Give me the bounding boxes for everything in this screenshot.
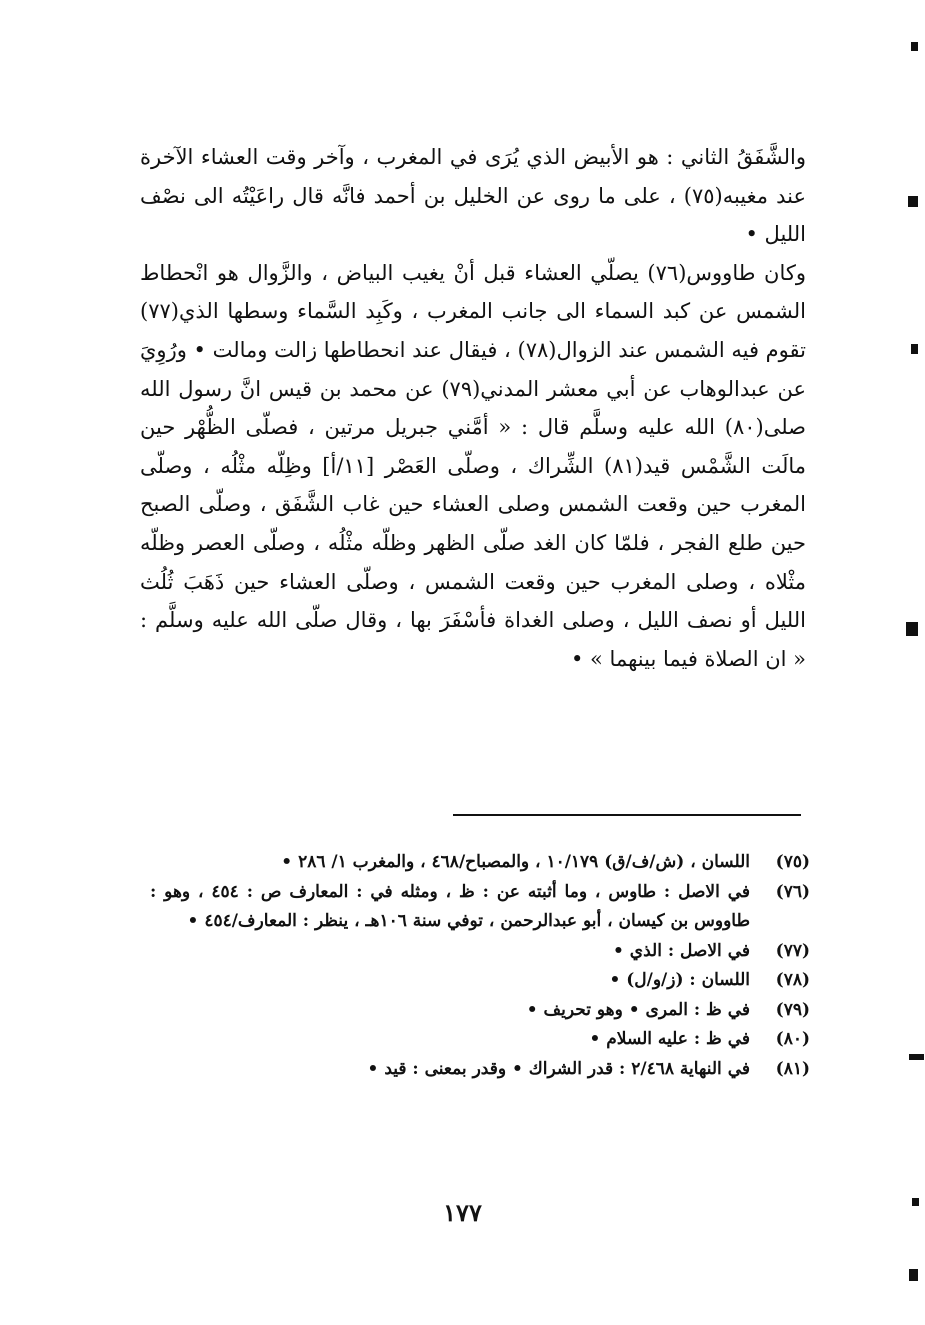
paragraph: والشَّفَقُ الثاني : هو الأبيض الذي يُرَى في المغرب ، وآخر وقت العشاء الآخرة عند مغيبه(٧٥) ، على ما روى عن الخليل بن أحمد فانَّه قال راعَيْتُه الى نصْف الليل •: [140, 145, 806, 247]
footnote-item: [150, 848, 810, 878]
footnote-number: (٧٥): [775, 852, 810, 872]
footnote-item: [150, 1055, 810, 1085]
footnote-item: [150, 937, 810, 967]
footnote-text: في الاصل : الذي •: [613, 940, 750, 961]
footnote-divider: [453, 814, 801, 816]
footnote-text: اللسان : (ز/و/ل) •: [609, 970, 750, 990]
scan-mark: [909, 1269, 918, 1281]
footnote-number: (٧٩): [775, 999, 810, 1020]
footnote-item: [150, 878, 810, 937]
footnote-item: [150, 996, 810, 1026]
paragraph: وكان طاووس(٧٦) يصلّي العشاء قبل أنْ يغيب البياض ، والزَّوال هو انْحطاط الشمس عن كبد السماء الى جانب المغرب ، وكَبِد السَّماء وسطها الذي(٧٧) تقوم فيه الشمس عند الزوال(٧٨) ، فيقال عند انحطاطها زالت ومالت • ورُوِيَ عن عبدالوهاب عن أبي معشر المدني(٧٩) عن محمد بن قيس انَّ رسول الله صلى(٨٠) الله عليه وسلَّم قال : « أمَّني جبريل مرتين ، فصلّى الظُّهْر حين مالَت الشَّمْس قيد(٨١) الشِّراك ، وصلّى العَصْر [١١/أ] وظِلّه مثْلُه ، وصلّى المغرب حين وقعت الشمس وصلى العشاء حين غاب الشَّفَق ، وصلّى الصبح حين طلع الفجر ، فلمّا كان الغد صلّى الظهر وظلّه مثْلُه ، وصلّى العصر وظلّه مثْلاه ، وصلى المغرب حين وقعت الشمس ، وصلّى العشاء حين ذَهَبَ ثُلُث الليل أو نصف الليل ، وصلى الغداة فأسْفَرَ بها ، وقال صلّى الله عليه وسلَّم : « ان الصلاة فيما بينهما » •: [140, 260, 807, 671]
scan-mark: [908, 196, 918, 207]
footnote-text: في ظ : عليه السلام •: [589, 1029, 750, 1049]
footnote-item: [150, 1025, 810, 1055]
footnote-item: [150, 966, 810, 996]
footnote-text: في الاصل : طاوس ، وما أثبته عن : ظ ، ومثله في : المعارف ص : ٤٥٤ ، وهو : طاووس بن كيسان ، أبو عبدالرحمن ، توفي سنة ١٠٦هـ ، ينظر : المعارف/٤٥٤ •: [150, 881, 750, 931]
footnote-number: (٨٠): [775, 1029, 810, 1049]
footnote-number: (٧٧): [775, 940, 810, 961]
footnote-number: (٧٨): [775, 970, 810, 990]
scan-mark: [912, 1198, 919, 1206]
footnote-number: (٨١): [775, 1058, 810, 1079]
scan-mark: [906, 622, 918, 636]
footnote-text: في ظ : المرى • وهو تحريف •: [526, 999, 750, 1020]
scan-mark: [909, 1054, 924, 1060]
footnote-text: في النهاية ٢/٤٦٨ : قدر الشراك • وقدر بمعنى : قيد •: [367, 1058, 750, 1079]
footnote-number: (٧٦): [775, 881, 810, 902]
scan-mark: [911, 344, 918, 354]
page-number: ١٧٧: [443, 1198, 482, 1227]
footnotes: [150, 848, 810, 1084]
main-text-block: [140, 138, 806, 678]
scan-mark: [911, 42, 918, 51]
footnote-text: اللسان ، (ش/ف/ق) ١٠/١٧٩ ، والمصباح/٤٦٨ ، والمغرب ١/ ٢٨٦ •: [281, 852, 750, 872]
